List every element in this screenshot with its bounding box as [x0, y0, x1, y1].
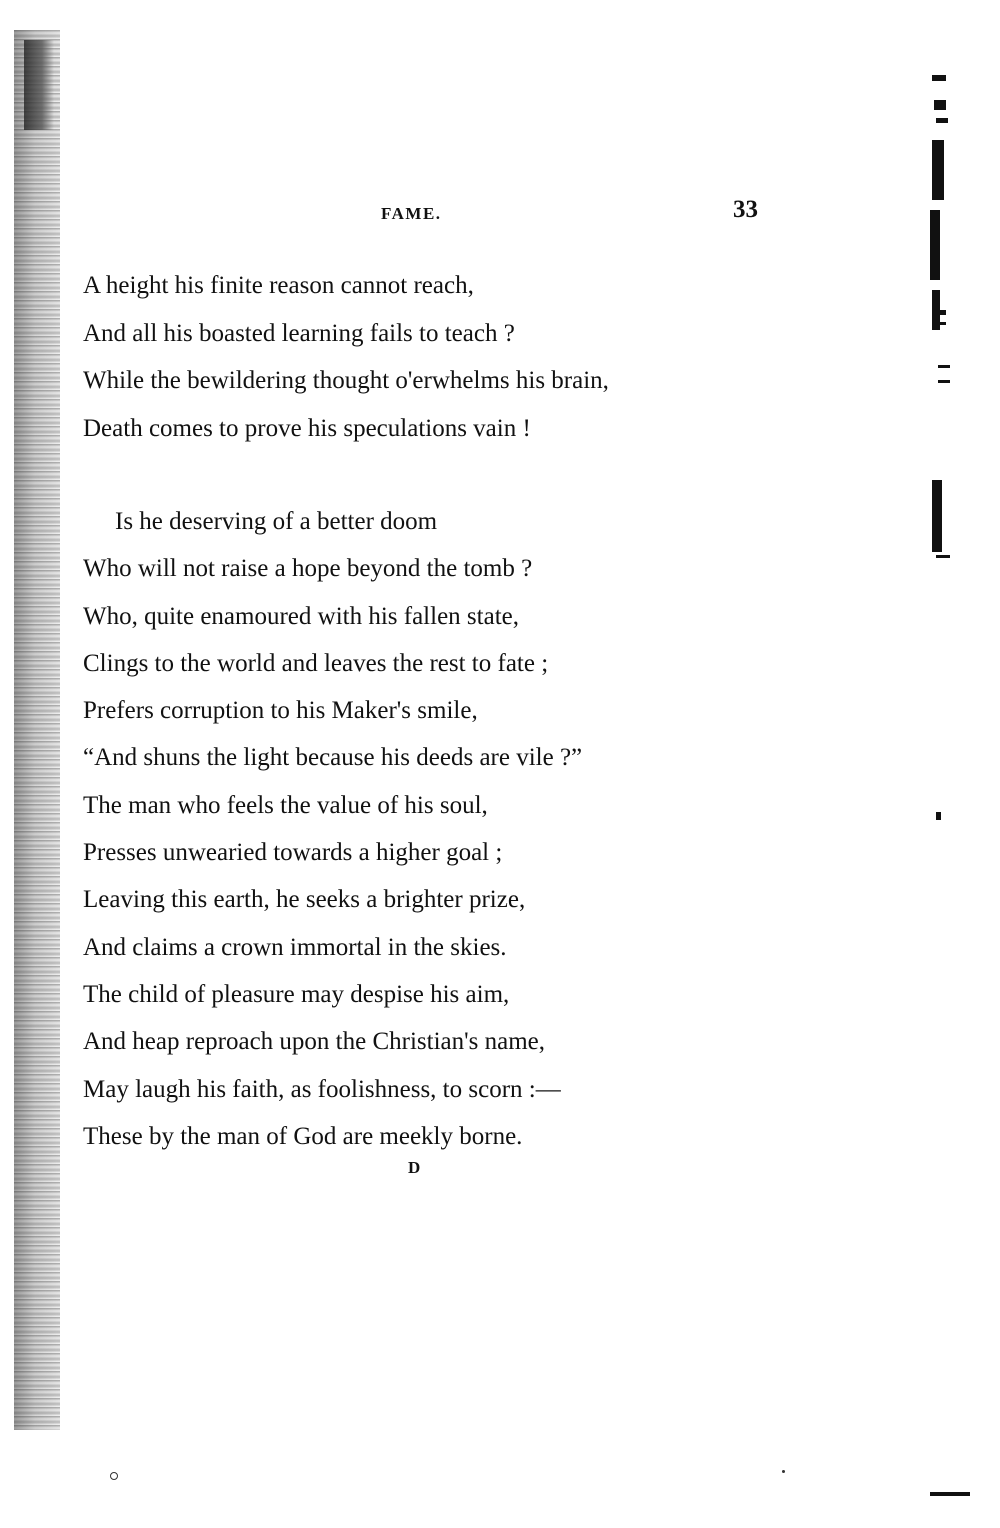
verse-line: These by the man of God are meekly borne.	[83, 1122, 523, 1150]
verse-line: And heap reproach upon the Christian's name,	[83, 1028, 546, 1056]
verse-line: And claims a crown immortal in the skies.	[83, 933, 507, 961]
verse-line: The child of pleasure may despise his aim,	[83, 980, 510, 1008]
stanza	[83, 262, 843, 452]
verse-line: And all his boasted learning fails to teach ?	[83, 319, 515, 347]
speck	[782, 1470, 785, 1473]
verse-line: “And shuns the light because his deeds are vile ?”	[83, 744, 583, 772]
verse-line: May laugh his faith, as foolishness, to scorn :—	[83, 1075, 561, 1103]
stanza	[83, 498, 843, 1160]
verse-line: Prefers corruption to his Maker's smile,	[83, 697, 478, 725]
binding-shadow-top	[24, 40, 54, 130]
verse-line: A height his finite reason cannot reach,	[83, 272, 474, 299]
verse-line: Who will not raise a hope beyond the tomb ?	[83, 555, 533, 583]
verse-line: While the bewildering thought o'erwhelms his brain,	[83, 367, 609, 395]
verse-line: Leaving this earth, he seeks a brighter prize,	[83, 886, 526, 914]
binding-shadow	[14, 30, 60, 1430]
page-edge-marks	[930, 60, 970, 1500]
signature-mark: D	[408, 1158, 421, 1177]
verse-line: Presses unwearied towards a higher goal ;	[83, 839, 503, 867]
page-header	[0, 196, 1000, 236]
verse-line: Who, quite enamoured with his fallen state,	[83, 602, 519, 630]
page-number: 33	[733, 196, 758, 223]
verse-line: Death comes to prove his speculations vain !	[83, 414, 531, 442]
speck	[110, 1472, 118, 1480]
verse-line: Is he deserving of a better doom	[115, 508, 438, 535]
verse-line: Clings to the world and leaves the rest to fate ;	[83, 649, 549, 677]
verse-line: The man who feels the value of his soul,	[83, 791, 488, 819]
running-title: FAME.	[381, 204, 442, 223]
